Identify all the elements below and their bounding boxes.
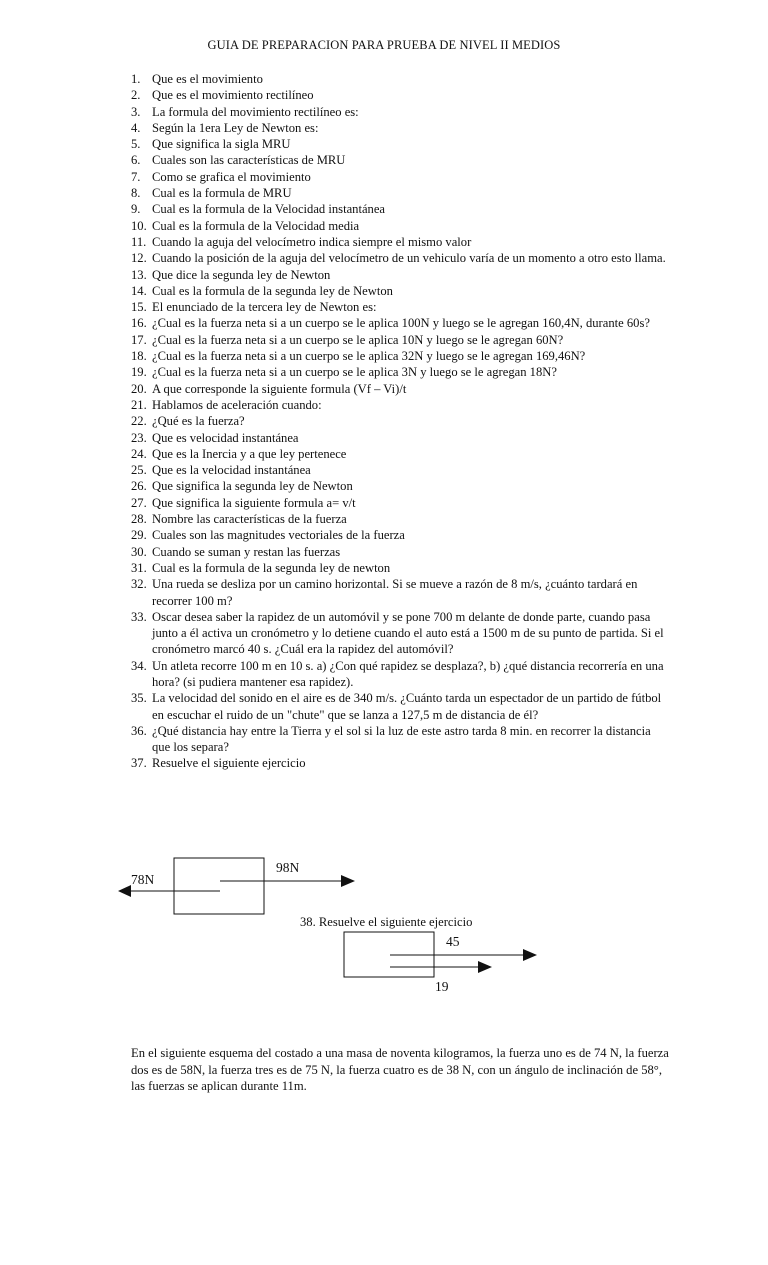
question-number: 33. — [131, 609, 147, 624]
question-number: 25. — [131, 463, 147, 478]
question-text: Que dice la segunda ley de Newton — [152, 267, 331, 282]
question-text: Cuales son las magnitudes vectoriales de la fuerza — [152, 528, 405, 543]
question-number: 26. — [131, 479, 147, 494]
question-number: 35. — [131, 691, 147, 706]
question-text: Nombre las características de la fuerza — [152, 512, 347, 527]
question-number: 16. — [131, 316, 147, 331]
question-number: 22. — [131, 414, 147, 429]
question-number: 30. — [131, 544, 147, 559]
question-number: 32. — [131, 577, 147, 592]
diagram1-box — [174, 858, 264, 914]
question-text: Que es el movimiento — [152, 72, 263, 86]
question-number: 13. — [131, 267, 147, 282]
diagram1-left-arrowhead — [118, 885, 131, 897]
question-number: 18. — [131, 349, 147, 364]
diagram1-right-arrowhead — [341, 875, 355, 887]
diagram2-bottom-arrowhead — [478, 961, 492, 973]
question-number: 1. — [131, 72, 141, 86]
question-number: 24. — [131, 446, 147, 461]
question-text: Resuelve el siguiente ejercicio — [152, 756, 306, 771]
question-number: 6. — [131, 153, 141, 168]
question-text: ¿Cual es la fuerza neta si a un cuerpo se le aplica 10N y luego se le agregan 60N? — [152, 332, 564, 347]
question-number: 3. — [131, 104, 141, 119]
question-text: ¿Qué distancia hay entre la Tierra y el sol si la luz de este astro tarda 8 min. en recorrer la distancia que los separa? — [152, 723, 651, 755]
question-number: 23. — [131, 430, 147, 445]
question-text: Cual es la formula de la segunda ley de Newton — [152, 283, 393, 298]
question-number: 10. — [131, 218, 147, 233]
question-text: Que es velocidad instantánea — [152, 430, 299, 445]
question-number: 19. — [131, 365, 147, 380]
question-text: A que corresponde la siguiente formula (Vf – Vi)/t — [152, 381, 407, 396]
question-number: 36. — [131, 723, 147, 738]
question-number: 12. — [131, 251, 147, 266]
question-number: 28. — [131, 512, 147, 527]
diagram2-top-arrowhead — [523, 949, 537, 961]
question-text: ¿Cual es la fuerza neta si a un cuerpo se le aplica 3N y luego se le agregan 18N? — [152, 365, 557, 380]
question-text: Una rueda se desliza por un camino horizontal. Si se mueve a razón de 8 m/s, ¿cuánto tardará en recorrer 100 m? — [152, 577, 638, 608]
question-text: Cual es la formula de la Velocidad instantánea — [152, 202, 386, 217]
question-text: ¿Cual es la fuerza neta si a un cuerpo se le aplica 100N y luego se le agregan 160,4N, durante 60s? — [152, 316, 650, 331]
diagram1-left-force-label: 78N — [131, 872, 155, 887]
question-number: 21. — [131, 397, 147, 412]
question-text: Según la 1era Ley de Newton es: — [152, 120, 319, 135]
question-number: 34. — [131, 658, 147, 673]
question-number: 31. — [131, 560, 147, 575]
question-number: 29. — [131, 528, 147, 543]
question-text: Cual es la formula de MRU — [152, 186, 292, 201]
question-38: 38. Resuelve el siguiente ejercicio — [300, 915, 473, 929]
question-text: Un atleta recorre 100 m en 10 s. a) ¿Con qué rapidez se desplaza?, b) ¿qué distancia recorrería en una hora? (si pudiera mantener esa rapidez). — [152, 658, 664, 689]
question-text: El enunciado de la tercera ley de Newton es: — [152, 300, 377, 315]
question-text: Que es el movimiento rectilíneo — [152, 88, 314, 103]
question-text: Hablamos de aceleración cuando: — [152, 397, 322, 412]
question-text: ¿Cual es la fuerza neta si a un cuerpo se le aplica 32N y luego se le agregan 169,46N? — [152, 349, 586, 364]
question-number: 17. — [131, 332, 147, 347]
diagram1-right-force-label: 98N — [276, 860, 300, 875]
question-text: Cual es la formula de la Velocidad media — [152, 218, 360, 233]
exercise-paragraph: En el siguiente esquema del costado a una masa de noventa kilogramos, la fuerza uno es de 74 N, la fuerza dos es de 58N, la fuerza tres es de 75 N, la fuerza cuatro es de 38 N, con un ángulo de inclinación de 58°, las fuerzas se aplican durante 11m. — [131, 1046, 669, 1093]
question-text: Que significa la segunda ley de Newton — [152, 479, 353, 494]
question-number: 15. — [131, 300, 147, 315]
question-number: 20. — [131, 381, 147, 396]
question-text: Cuando se suman y restan las fuerzas — [152, 544, 341, 559]
question-number: 4. — [131, 120, 141, 135]
question-text: Cuando la aguja del velocímetro indica siempre el mismo valor — [152, 234, 472, 249]
question-number: 2. — [131, 88, 141, 103]
question-text: Que es la Inercia y a que ley pertenece — [152, 446, 347, 461]
question-text: Cual es la formula de la segunda ley de newton — [152, 560, 391, 575]
question-number: 8. — [131, 186, 141, 201]
question-number: 27. — [131, 495, 147, 510]
question-text: ¿Qué es la fuerza? — [152, 414, 245, 429]
question-text: Cuales son las características de MRU — [152, 153, 346, 168]
question-text: Que significa la sigla MRU — [152, 137, 291, 152]
question-text: Como se grafica el movimiento — [152, 169, 311, 184]
question-text: Que es la velocidad instantánea — [152, 463, 311, 478]
diagram2-bottom-force-label: 19 — [435, 979, 449, 994]
question-number: 37. — [131, 756, 147, 771]
document-title: GUIA DE PREPARACION PARA PRUEBA DE NIVEL II MEDIOS — [207, 38, 561, 52]
diagram2-top-force-label: 45 — [446, 934, 460, 949]
question-text: La velocidad del sonido en el aire es de 340 m/s. ¿Cuánto tarda un espectador de un partido de fútbol en escuchar el ruido de un "chute" que se lanza a 127,5 m de distancia de él? — [152, 691, 662, 722]
question-text: Que significa la siguiente formula a= v/t — [152, 495, 356, 510]
question-number: 11. — [131, 234, 147, 249]
question-text: Oscar desea saber la rapidez de un automóvil y se pone 700 m delante de donde parte, cuando pasa junto a él activa un cronómetro y lo detiene cuando el auto está a 1500 m de su punto de partida. Si el cronómetro marcó 40 s. ¿Cuál era la rapidez del automóvil? — [152, 609, 664, 657]
question-number: 9. — [131, 202, 141, 217]
question-text: La formula del movimiento rectilíneo es: — [152, 104, 359, 119]
question-number: 7. — [131, 169, 141, 184]
question-text: Cuando la posición de la aguja del velocímetro de un vehiculo varía de un momento a otro esto llama. — [152, 251, 666, 266]
question-number: 5. — [131, 137, 141, 152]
question-number: 14. — [131, 283, 147, 298]
